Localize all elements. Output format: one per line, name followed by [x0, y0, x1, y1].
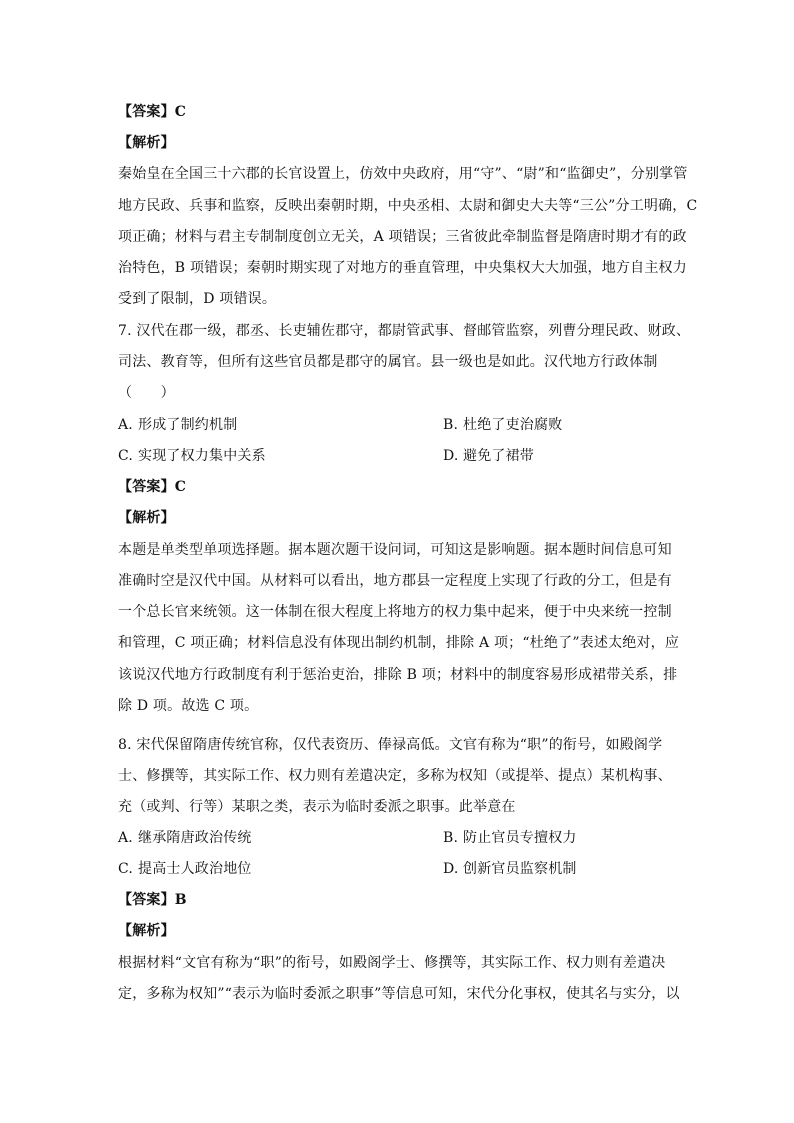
- analysis-line: 根据材料“文官有称为“职”的衔号，如殿阁学士、修撰等，其实际工作、权力则有差遣决: [118, 955, 666, 971]
- option-c: [118, 860, 252, 878]
- option-text: 提高士人政治地位: [138, 861, 252, 877]
- option-letter: B.: [443, 830, 459, 846]
- option-letter: C.: [118, 448, 134, 464]
- analysis-line: 定，多称为权知”“表示为临时委派之职事”等信息可知，宋代分化事权，使其名与实分，以: [118, 986, 680, 1002]
- analysis-line: 受到了限制，D 项错误。: [118, 291, 277, 307]
- analysis-line: 项正确；材料与君主专制制度创立无关，A 项错误；三省彼此牵制监督是隋唐时期才有的政: [118, 229, 687, 245]
- option-a: [118, 829, 252, 847]
- analysis-line: 治特色，B 项错误；秦朝时期实现了对地方的垂直管理，中央集权大大加强，地方自主权力: [118, 260, 687, 276]
- question-stem-line: 士、修撰等，其实际工作、权力则有差遣决定，多称为权知（或提举、提点）某机构事、: [118, 768, 672, 784]
- option-text: 防止官员专擅权力: [463, 830, 577, 846]
- option-letter: C.: [118, 861, 134, 877]
- analysis-line: 准确时空是汉代中国。从材料可以看出，地方郡县一定程度上实现了行政的分工，但是有: [118, 573, 672, 589]
- option-text: 创新官员监察机制: [463, 861, 577, 877]
- analysis-label: 【解析】: [118, 923, 175, 939]
- option-a: [118, 416, 237, 434]
- analysis-line: 秦始皇在全国三十六郡的长官设置上，仿效中央政府，用“守”、“尉”和“监御史”，分别掌管: [118, 166, 688, 182]
- option-d: [443, 860, 577, 878]
- option-text: 实现了权力集中关系: [138, 448, 266, 464]
- option-letter: A.: [118, 417, 133, 433]
- analysis-line: 本题是单类型单项选择题。据本题次题干设问词，可知这是影响题。据本题时间信息可知: [118, 542, 672, 558]
- analysis-line: 除 D 项。故选 C 项。: [118, 698, 259, 714]
- option-c: [118, 447, 266, 465]
- option-text: 继承隋唐政治传统: [138, 830, 252, 846]
- question-stem-line: 7. 汉代在郡一级，郡丞、长吏辅佐郡守，都尉管武事、督邮管监察，列曹分理民政、财政、: [118, 323, 691, 339]
- analysis-line: 该说汉代地方行政制度有利于惩治吏治，排除 B 项；材料中的制度容易形成裙带关系，排: [118, 667, 678, 683]
- analysis-label: 【解析】: [118, 135, 175, 151]
- analysis-line: 地方民政、兵事和监察，反映出秦朝时期，中央丞相、太尉和御史大夫等“三公”分工明确，C: [118, 198, 698, 214]
- option-letter: D.: [443, 448, 459, 464]
- question-stem-line: 8. 宋代保留隋唐传统官称，仅代表资历、俸禄高低。文官有称为“职”的衔号，如殿阁学: [118, 737, 663, 753]
- option-b: [443, 829, 577, 847]
- question-stem-line: （ ）: [118, 385, 175, 401]
- analysis-line: 和管理，C 项正确；材料信息没有体现出制约机制，排除 A 项；“杜绝了”表述太绝对，应: [118, 635, 680, 651]
- option-text: 避免了裙带: [463, 448, 534, 464]
- option-d: [443, 447, 534, 465]
- analysis-label: 【解析】: [118, 510, 175, 526]
- option-letter: D.: [443, 861, 459, 877]
- question-stem-line: 司法、教育等，但所有这些官员都是郡守的属官。县一级也是如此。汉代地方行政体制: [118, 354, 658, 370]
- question-stem-line: 充（或判、行等）某职之类，表示为临时委派之职事。此举意在: [118, 799, 516, 815]
- analysis-line: 一个总长官来统领。这一体制在很大程度上将地方的权力集中起来，便于中央来统一控制: [118, 604, 672, 620]
- option-text: 形成了制约机制: [138, 417, 238, 433]
- answer-label: 【答案】C: [118, 104, 187, 120]
- option-text: 杜绝了吏治腐败: [463, 417, 563, 433]
- answer-label: 【答案】C: [118, 479, 187, 495]
- option-b: [443, 416, 562, 434]
- answer-label: 【答案】B: [118, 892, 187, 908]
- option-letter: A.: [118, 830, 133, 846]
- option-letter: B.: [443, 417, 459, 433]
